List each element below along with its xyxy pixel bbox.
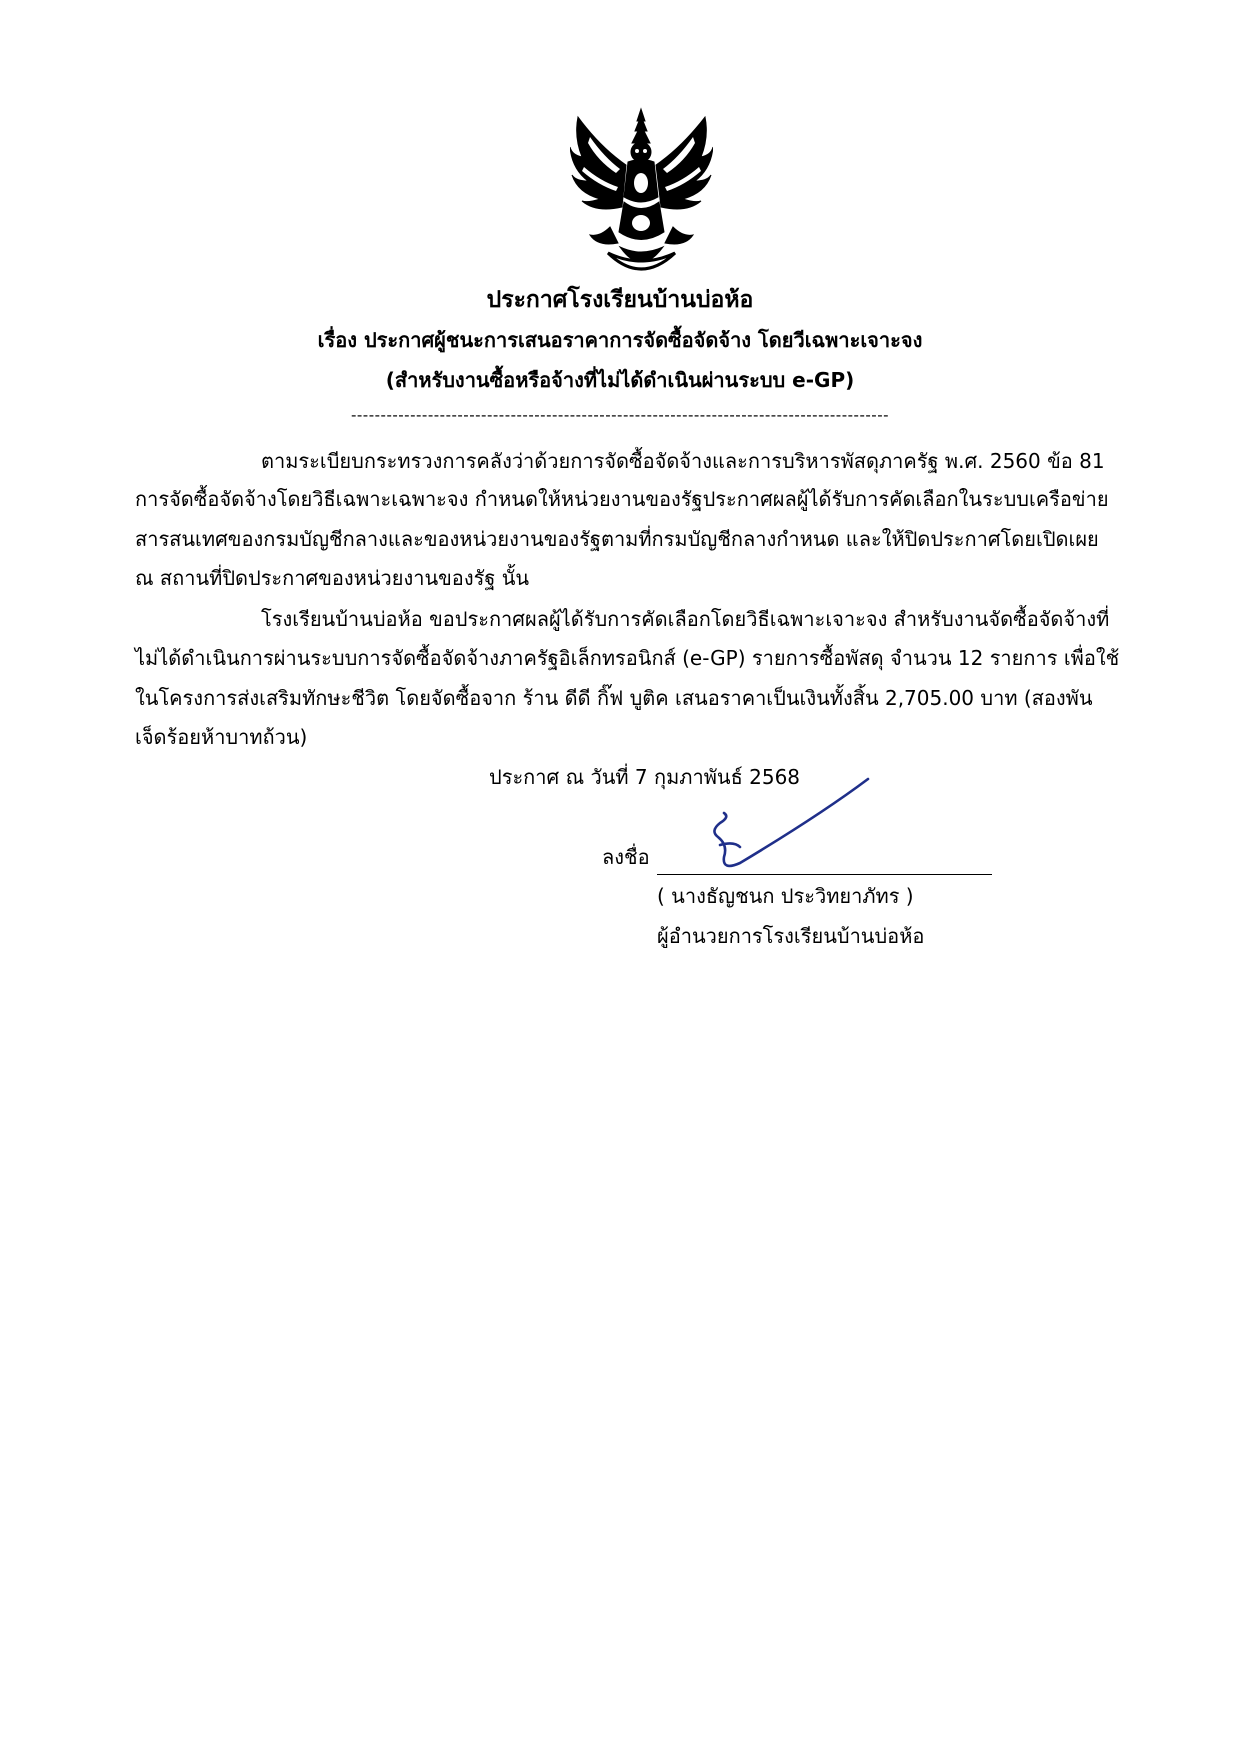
paragraph1-line: ตามระเบียบกระทรวงการคลังว่าด้วยการจัดซื้อจัดจ้างและการบริหารพัสดุภาครัฐ พ.ศ. 2560 ข้อ 81	[261, 449, 1105, 473]
signer-position: ผู้อำนวยการโรงเรียนบ้านบ่อห้อ	[657, 924, 925, 948]
paragraph2-line: เจ็ดร้อยห้าบาทถ้วน)	[135, 725, 308, 749]
document-subtitle: (สำหรับงานซื้อหรือจ้างที่ไม่ได้ดำเนินผ่านระบบ e-GP)	[385, 368, 855, 392]
paragraph1-line: สารสนเทศของกรมบัญชีกลางและของหน่วยงานของรัฐตามที่กรมบัญชีกลางกำหนด และให้ปิดประกาศโดยเปิดเผย	[135, 527, 1099, 551]
paragraph1-line: การจัดซื้อจัดจ้างโดยวิธีเฉพาะเฉพาะจง กำหนดให้หน่วยงานของรัฐประกาศผลผู้ได้รับการคัดเลือกในระบบเครือข่าย	[135, 487, 1109, 511]
paragraph2-line: ไม่ได้ดำเนินการผ่านระบบการจัดซื้อจัดจ้างภาครัฐอิเล็กทรอนิกส์ (e-GP) รายการซื้อพัสดุ จำนวน 12 รายการ เพื่อใช้	[135, 646, 1120, 670]
announce-date: ประกาศ ณ วันที่ 7 กุมภาพันธ์ 2568	[489, 765, 801, 789]
document-title: ประกาศโรงเรียนบ้านบ่อห้อ	[486, 287, 754, 313]
handwritten-signature	[700, 775, 880, 875]
signer-name: ( นางธัญชนก ประวิทยาภัทร )	[657, 884, 914, 908]
paragraph2-line: โรงเรียนบ้านบ่อห้อ ขอประกาศผลผู้ได้รับการคัดเลือกโดยวิธีเฉพาะเจาะจง สำหรับงานจัดซื้อจัดจ้างที่	[261, 607, 1110, 631]
document-subject: เรื่อง ประกาศผู้ชนะการเสนอราคาการจัดซื้อจัดจ้าง โดยวีเฉพาะเจาะจง	[317, 328, 923, 352]
paragraph1-line: ณ สถานที่ปิดประกาศของหน่วยงานของรัฐ นั้น	[135, 566, 530, 590]
header-divider: -------------------------------------------------------------------------------------------	[350, 406, 890, 424]
sign-label: ลงชื่อ	[602, 845, 650, 869]
garuda-emblem-icon	[570, 107, 713, 277]
paragraph2-line: ในโครงการส่งเสริมทักษะชีวิต โดยจัดซื้อจาก ร้าน ดีดี กิ๊ฟ บูติค เสนอราคาเป็นเงินทั้งสิ้น 2,705.00 บาท (สองพัน	[135, 686, 1093, 710]
signature-line	[657, 874, 992, 875]
